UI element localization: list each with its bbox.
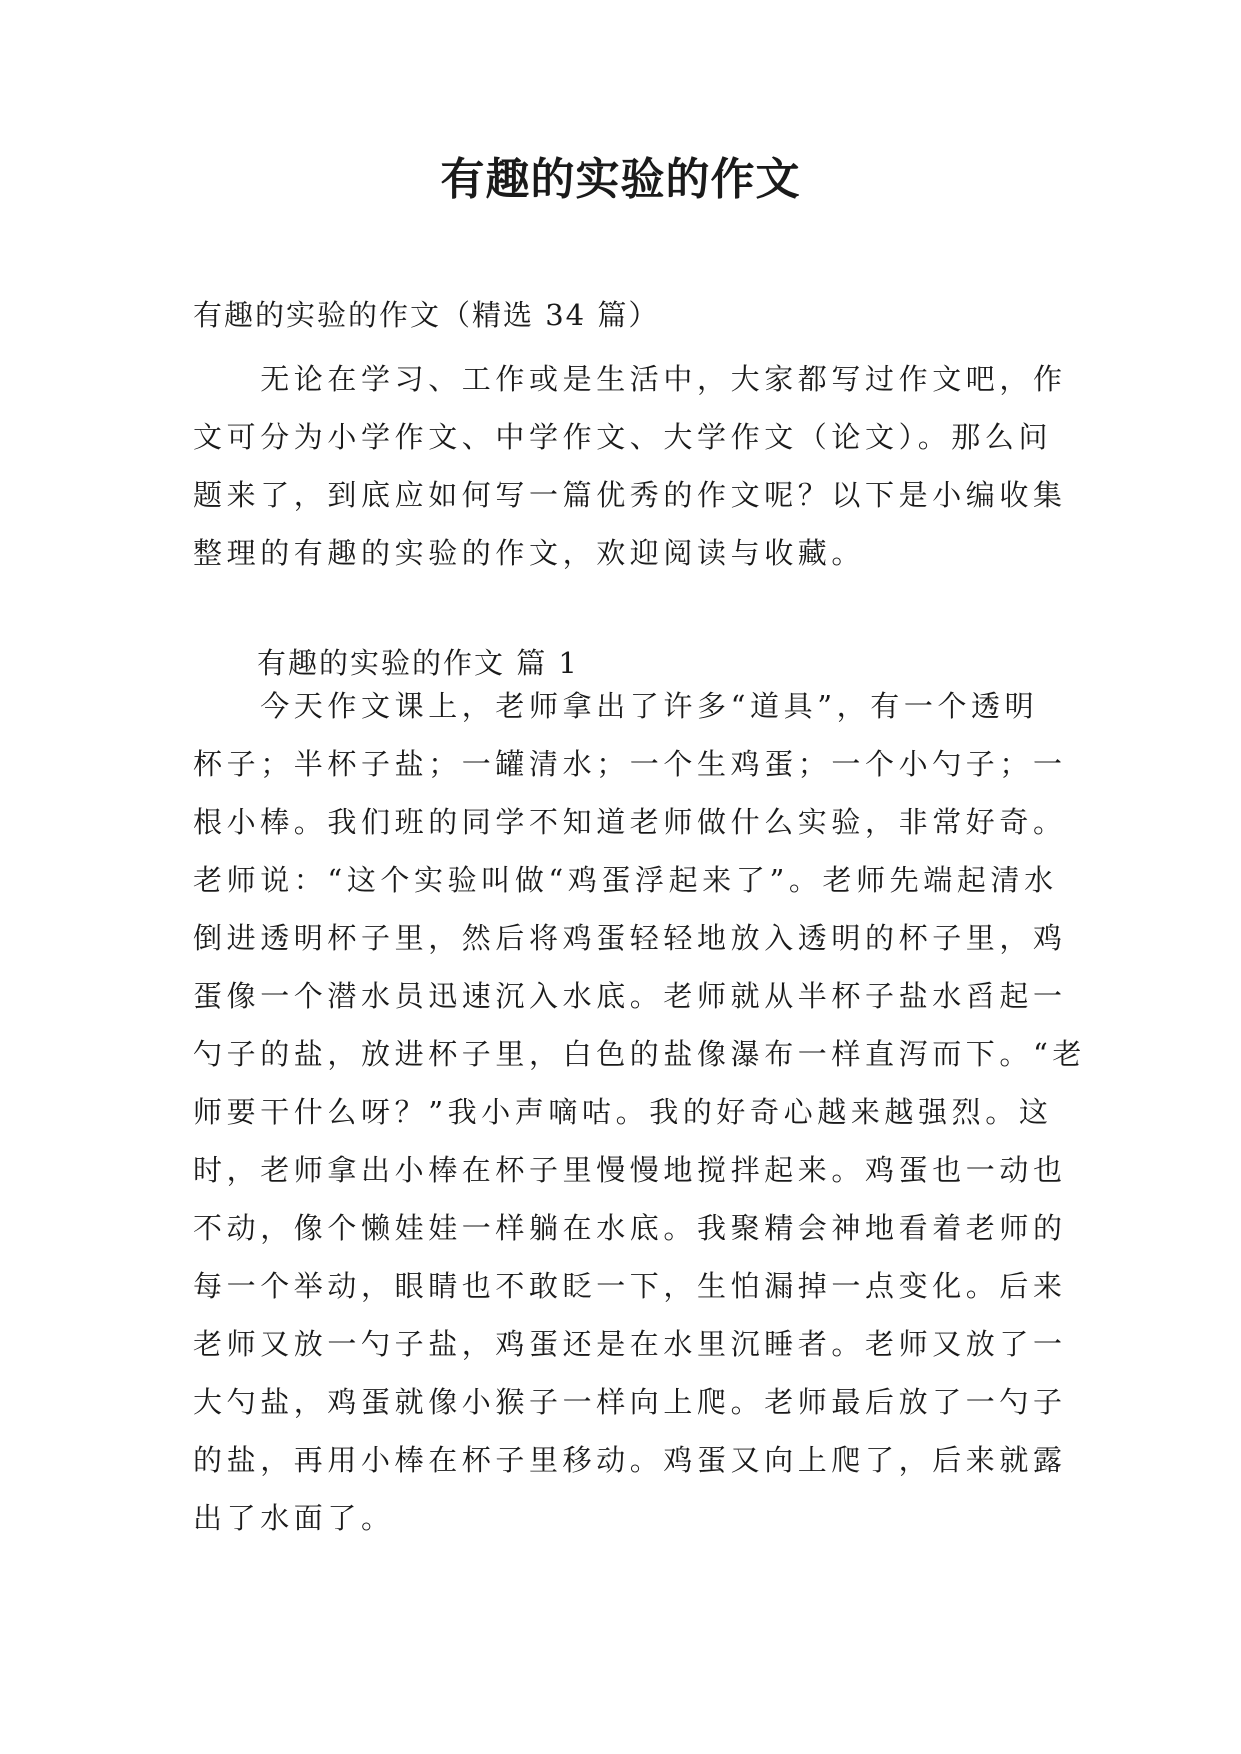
body-line: 时，老师拿出小棒在杯子里慢慢地搅拌起来。鸡蛋也一动也 <box>193 1153 1067 1187</box>
body-line: 老师又放一勺子盐，鸡蛋还是在水里沉睡者。老师又放了一 <box>193 1327 1067 1361</box>
body-line: 大勺盐，鸡蛋就像小猴子一样向上爬。老师最后放了一勺子 <box>193 1385 1067 1419</box>
intro-line: 无论在学习、工作或是生活中，大家都写过作文吧，作 <box>193 362 1067 396</box>
body-line: 勺子的盐，放进杯子里，白色的盐像瀑布一样直泻而下。“老 <box>193 1037 1087 1071</box>
intro-line: 题来了，到底应如何写一篇优秀的作文呢？以下是小编收集 <box>193 478 1067 512</box>
body-line: 出了水面了。 <box>193 1501 395 1535</box>
document-subtitle: 有趣的实验的作文（精选 34 篇） <box>193 298 660 332</box>
body-line: 杯子；半杯子盐；一罐清水；一个生鸡蛋；一个小勺子；一 <box>193 747 1067 781</box>
intro-paragraph <box>193 350 1067 582</box>
body-line: 蛋像一个潜水员迅速沉入水底。老师就从半杯子盐水舀起一 <box>193 979 1067 1013</box>
body-line: 不动，像个懒娃娃一样躺在水底。我聚精会神地看着老师的 <box>193 1211 1067 1245</box>
body-line: 根小棒。我们班的同学不知道老师做什么实验，非常好奇。 <box>193 805 1067 839</box>
intro-line: 整理的有趣的实验的作文，欢迎阅读与收藏。 <box>193 536 866 570</box>
body-line: 的盐，再用小棒在杯子里移动。鸡蛋又向上爬了，后来就露 <box>193 1443 1067 1477</box>
intro-line: 文可分为小学作文、中学作文、大学作文（论文）。那么问 <box>193 420 1053 454</box>
body-line: 老师说：“这个实验叫做“鸡蛋浮起来了”。老师先端起清水 <box>193 863 1058 897</box>
body-line: 今天作文课上，老师拿出了许多“道具”，有一个透明 <box>193 689 1039 723</box>
body-line: 师要干什么呀？”我小声嘀咕。我的好奇心越来越强烈。这 <box>193 1095 1053 1129</box>
page-title: 有趣的实验的作文 <box>440 154 801 205</box>
section-heading: 有趣的实验的作文 篇 1 <box>257 646 579 680</box>
body-line: 倒进透明杯子里，然后将鸡蛋轻轻地放入透明的杯子里，鸡 <box>193 921 1067 955</box>
section-body <box>193 677 1087 1547</box>
body-line: 每一个举动，眼睛也不敢眨一下，生怕漏掉一点变化。后来 <box>193 1269 1067 1303</box>
